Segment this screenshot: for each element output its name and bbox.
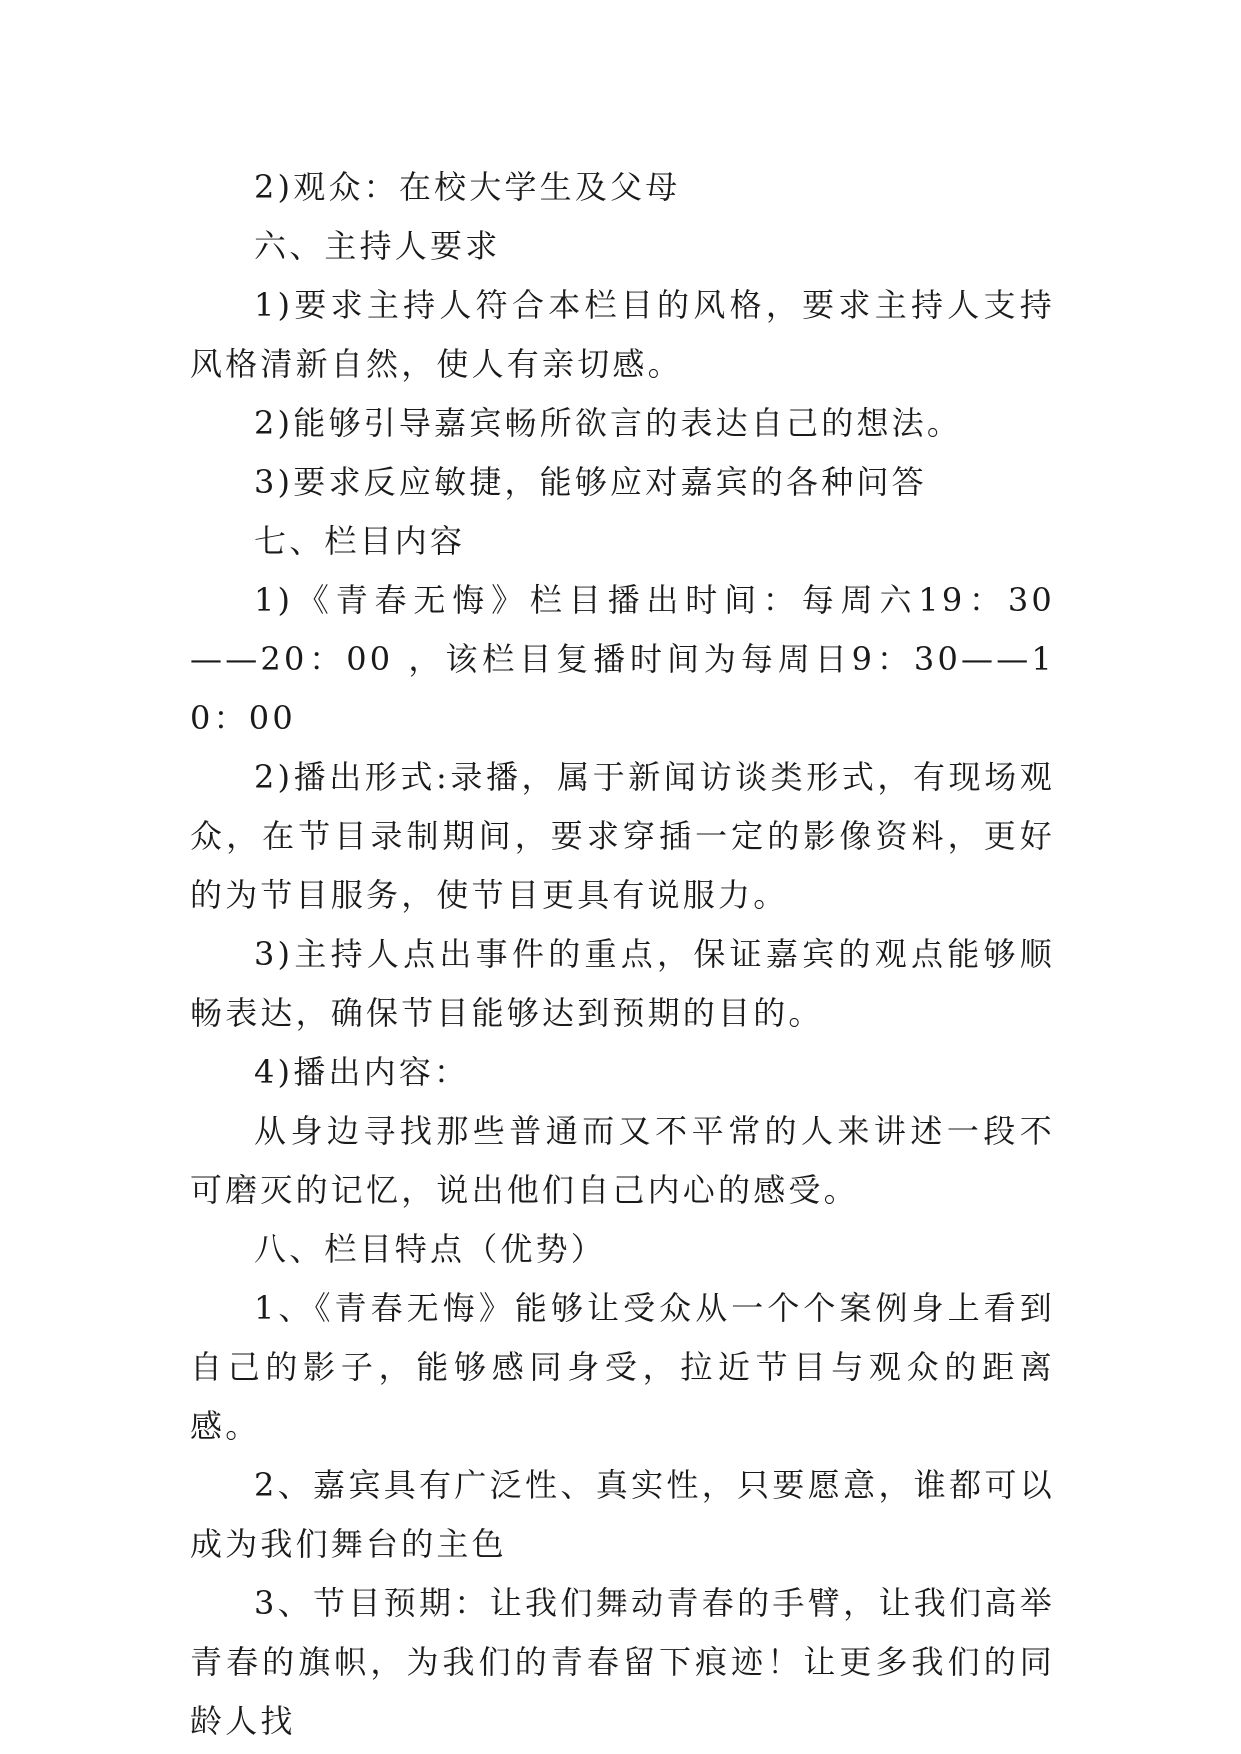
- paragraph-broadcast-format: 2)播出形式:录播，属于新闻访谈类形式，有现场观众，在节目录制期间，要求穿插一定的影像资料，更好的为节目服务，使节目更具有说服力。: [190, 758, 1055, 914]
- paragraph-host-focus: 3)主持人点出事件的重点，保证嘉宾的观点能够顺畅表达，确保节目能够达到预期的目的。: [190, 935, 1055, 1032]
- heading-program-content: 七、栏目内容: [254, 522, 466, 560]
- paragraph-host-reaction: 3)要求反应敏捷，能够应对嘉宾的各种问答: [254, 463, 927, 501]
- paragraph-feature-1: 1、《青春无悔》能够让受众从一个个案例身上看到自己的影子，能够感同身受，拉近节目与观众的距离感。: [190, 1289, 1055, 1445]
- paragraph-host-guidance: 2)能够引导嘉宾畅所欲言的表达自己的想法。: [254, 404, 963, 442]
- heading-host-requirements: 六、主持人要求: [254, 227, 501, 265]
- paragraph-broadcast-content-label: 4)播出内容：: [254, 1053, 470, 1091]
- paragraph-host-style: 1)要求主持人符合本栏目的风格，要求主持人支持风格清新自然，使人有亲切感。: [190, 286, 1055, 383]
- paragraph-broadcast-content: 从身边寻找那些普通而又不平常的人来讲述一段不可磨灭的记忆，说出他们自己内心的感受。: [190, 1112, 1055, 1209]
- heading-program-features: 八、栏目特点（优势）: [254, 1230, 607, 1268]
- paragraph-feature-3: 3、节目预期：让我们舞动青春的手臂，让我们高举青春的旗帜，为我们的青春留下痕迹！让更多我们的同龄人找: [190, 1584, 1055, 1740]
- paragraph-audience: 2)观众：在校大学生及父母: [254, 168, 681, 206]
- paragraph-broadcast-time: 1)《青春无悔》栏目播出时间：每周六19：30——20：00 ，该栏目复播时间为每周日9：30——10：00: [190, 581, 1055, 737]
- document-body: [190, 158, 1055, 1751]
- paragraph-feature-2: 2、嘉宾具有广泛性、真实性，只要愿意，谁都可以成为我们舞台的主色: [190, 1466, 1055, 1563]
